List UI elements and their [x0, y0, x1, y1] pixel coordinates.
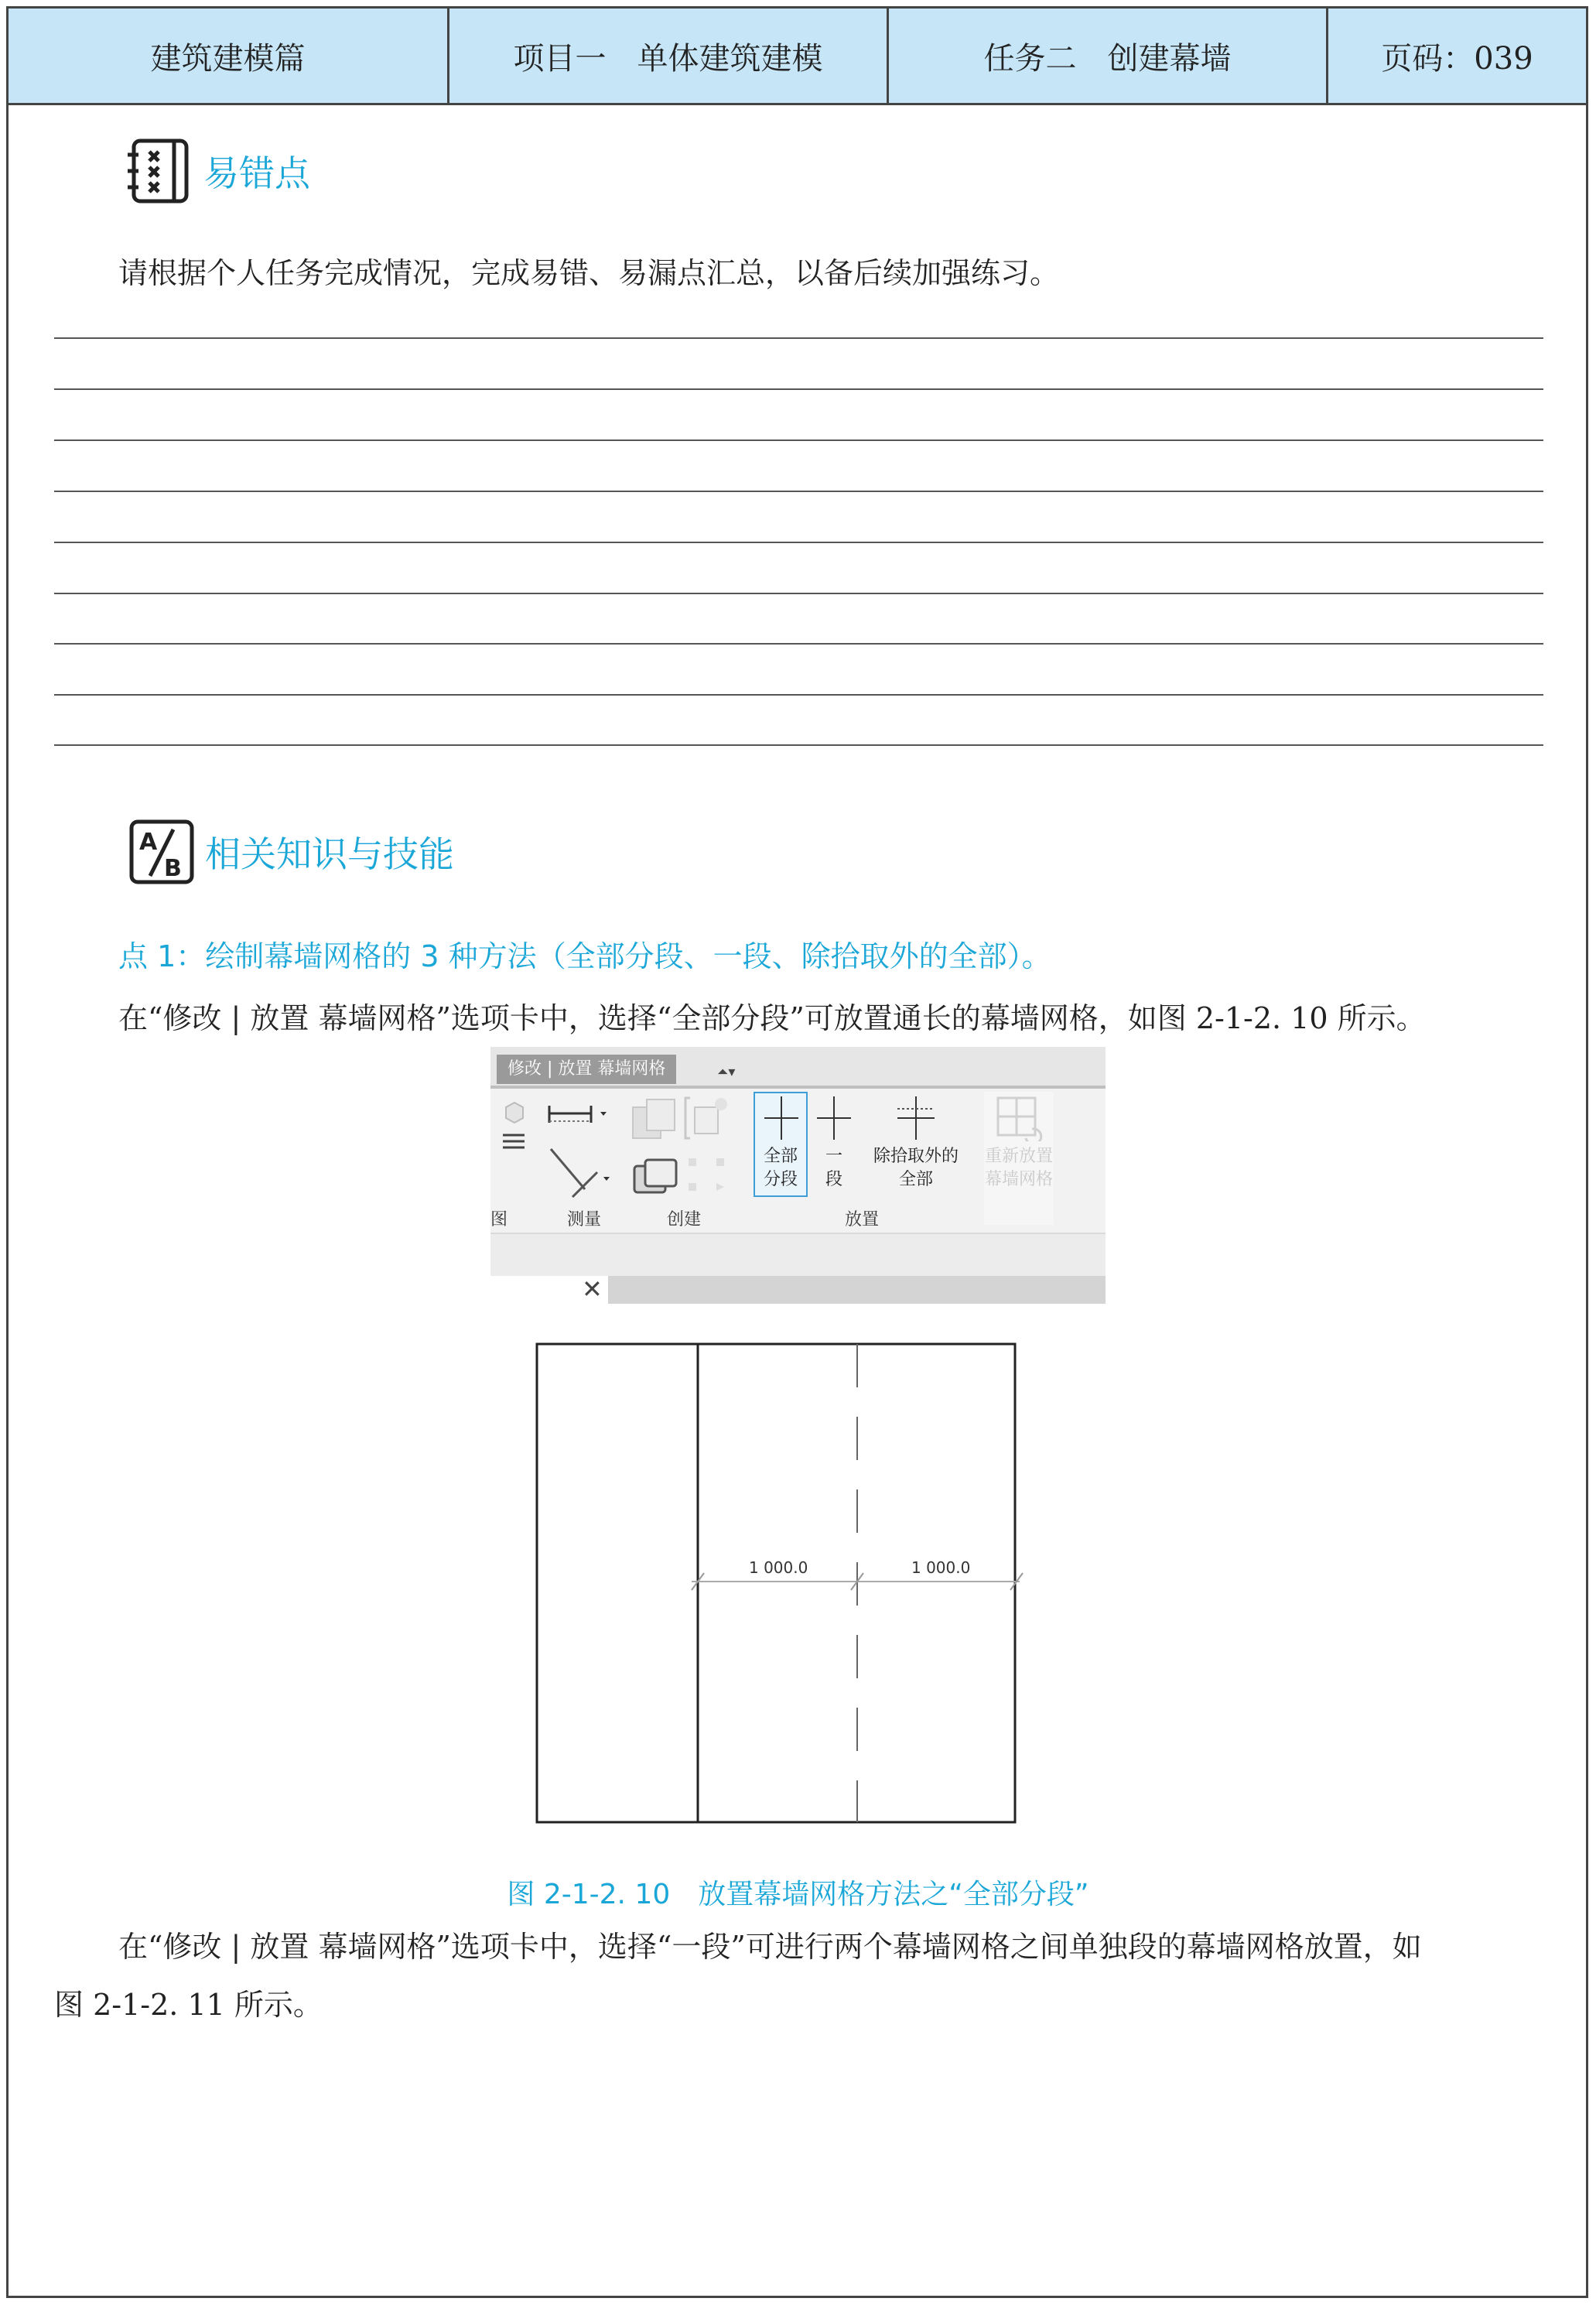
- grid-one-segment-icon[interactable]: [815, 1095, 853, 1141]
- options-bar: [490, 1233, 1106, 1277]
- ab-icon: [128, 819, 195, 885]
- panel-label-measure: 测量: [566, 1210, 601, 1229]
- grid-all-segments-icon: [763, 1095, 800, 1141]
- figure-caption: 图 2-1-2. 10 放置幕墙网格方法之“全部分段”: [507, 1879, 1089, 1910]
- panel-label-place: 放置: [844, 1210, 879, 1229]
- curtain-wall-figure: [534, 1342, 1029, 1827]
- writing-line: [54, 337, 1543, 339]
- section-title-errors: 易错点: [203, 152, 310, 194]
- ribbon-dropdown-icon[interactable]: ⏶▾: [717, 1064, 736, 1080]
- writing-line: [54, 491, 1543, 492]
- filter-lines-icon: [501, 1130, 528, 1154]
- page-header: [6, 6, 1588, 105]
- notebook-x-icon: [126, 138, 193, 204]
- replace-grid-label-1: 重新放置: [984, 1147, 1053, 1166]
- grid-all-except-icon[interactable]: [893, 1095, 939, 1141]
- dimension-label-left: 1 000.0: [749, 1558, 808, 1577]
- paragraph-one-segment-line2: 图 2-1-2. 11 所示。: [54, 1988, 323, 2022]
- writing-line: [54, 388, 1543, 390]
- cube-icon: [501, 1098, 528, 1124]
- component-icon: [630, 1096, 678, 1143]
- svg-text:B: B: [164, 855, 182, 882]
- writing-line: [54, 439, 1543, 441]
- writing-line: [54, 744, 1543, 746]
- wall-panels-icon: [630, 1154, 684, 1200]
- one-segment-label-2: 段: [825, 1170, 842, 1189]
- tab-modify-place-curtain-grid[interactable]: 修改 | 放置 幕墙网格: [497, 1055, 676, 1084]
- model-in-place-icon: [684, 1095, 730, 1141]
- all-except-label-1: 除拾取外的: [873, 1147, 959, 1166]
- errors-instruction: 请根据个人任务完成情况，完成易错、易漏点汇总，以备后续加强练习。: [118, 256, 1060, 290]
- close-icon[interactable]: ✕: [582, 1274, 603, 1304]
- dimension-label-right: 1 000.0: [911, 1558, 971, 1577]
- paragraph-all-segments: 在“修改 | 放置 幕墙网格”选项卡中，选择“全部分段”可放置通长的幕墙网格，如图 2-1-2. 10 所示。: [118, 1001, 1426, 1035]
- writing-line: [54, 542, 1543, 543]
- panel-label-create: 创建: [666, 1210, 701, 1229]
- measure-icon[interactable]: [546, 1141, 616, 1203]
- section-title-knowledge: 相关知识与技能: [205, 833, 454, 875]
- replace-grid-icon: [995, 1095, 1044, 1141]
- writing-line: [54, 593, 1543, 594]
- header-cell-task: 任务二 创建幕墙: [889, 9, 1328, 103]
- header-cell-page: 页码：039: [1381, 40, 1533, 77]
- all-except-label-2: 全部: [898, 1170, 933, 1189]
- revit-ribbon: [490, 1047, 1106, 1304]
- one-segment-label-1: 一: [825, 1147, 842, 1166]
- all-segments-label-1: 全部: [763, 1147, 798, 1166]
- aligned-dimension-icon[interactable]: [546, 1101, 608, 1127]
- view-tab-strip-grey: [608, 1276, 1106, 1304]
- paragraph-one-segment-line1: 在“修改 | 放置 幕墙网格”选项卡中，选择“一段”可进行两个幕墙网格之间单独段的幕墙网格放置，如: [118, 1930, 1422, 1964]
- panel-label-view: 图: [490, 1210, 508, 1229]
- all-segments-label-2: 分段: [763, 1170, 798, 1189]
- replace-grid-label-2: 幕墙网格: [984, 1170, 1053, 1189]
- header-cell-book: 建筑建模篇: [9, 9, 449, 103]
- group-icon: [685, 1154, 729, 1197]
- point-heading: 点 1：绘制幕墙网格的 3 种方法（全部分段、一段、除拾取外的全部）。: [118, 939, 1051, 973]
- svg-text:A: A: [139, 829, 158, 856]
- header-cell-project: 项目一 单体建筑建模: [449, 9, 889, 103]
- writing-line: [54, 643, 1543, 645]
- writing-line: [54, 694, 1543, 696]
